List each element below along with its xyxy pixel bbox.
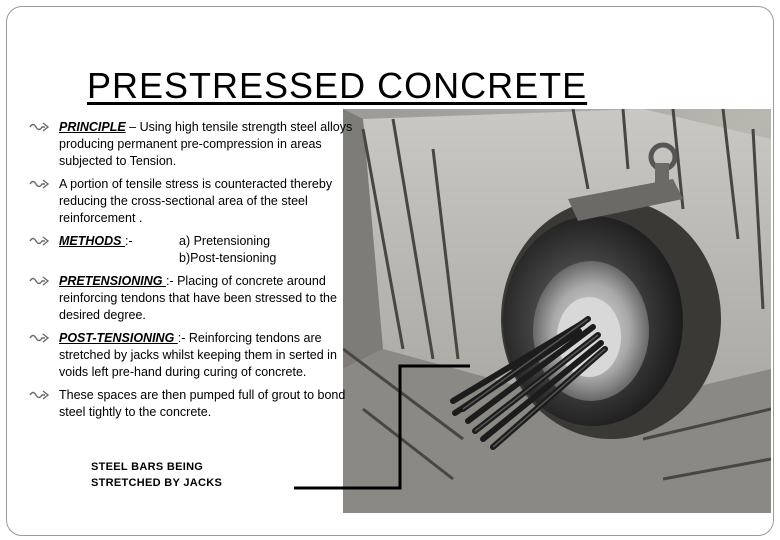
method-posttensioning: b)Post-tensioning — [179, 251, 277, 265]
wavy-arrow-bullet-icon — [29, 275, 51, 287]
wavy-arrow-bullet-icon — [29, 178, 51, 190]
spaces-text: These spaces are then pumped full of grout to bond steel tightly to the concrete. — [59, 388, 346, 419]
wavy-arrow-bullet-icon — [29, 332, 51, 344]
bullet-methods — [29, 233, 359, 267]
bullet-list — [29, 119, 359, 427]
posttensioning-heading: POST-TENSIONING — [59, 331, 178, 345]
pretensioning-text: :- Placing of concrete around reinforcing tendons that have been stressed to the desired degree. — [59, 274, 337, 322]
posttensioning-text: :- Reinforcing tendons are stretched by jacks whilst keeping them in serted in voids left pre-hand during curing of concrete. — [59, 331, 337, 379]
wavy-arrow-bullet-icon — [29, 235, 51, 247]
principle-text: – Using high tensile strength steel alloys producing permanent pre-compression in areas subjected to Tension. — [59, 120, 353, 168]
wavy-arrow-bullet-icon — [29, 121, 51, 133]
caption-line-2: STRETCHED BY JACKS — [91, 477, 223, 489]
slide-title: PRESTRESSED CONCRETE — [87, 65, 588, 106]
slide — [6, 6, 774, 536]
methods-heading: METHODS — [59, 234, 125, 248]
jack-photo — [343, 109, 771, 513]
photo-caption — [91, 459, 222, 491]
wavy-arrow-bullet-icon — [29, 389, 51, 401]
method-pretensioning: a) Pretensioning — [179, 234, 271, 248]
methods-separator: :- — [124, 234, 133, 248]
caption-line-1: STEEL BARS BEING — [91, 461, 204, 473]
tensile-text: A portion of tensile stress is counteracted thereby reducing the cross-sectional area of the steel reinforcement . — [59, 177, 333, 225]
bullet-posttensioning — [29, 330, 359, 381]
bullet-tensile — [29, 176, 359, 227]
bullet-pretensioning — [29, 273, 359, 324]
bullet-principle — [29, 119, 359, 170]
principle-heading: PRINCIPLE — [59, 120, 126, 134]
bullet-spaces — [29, 387, 359, 421]
pretensioning-heading: PRETENSIONING — [59, 274, 166, 288]
